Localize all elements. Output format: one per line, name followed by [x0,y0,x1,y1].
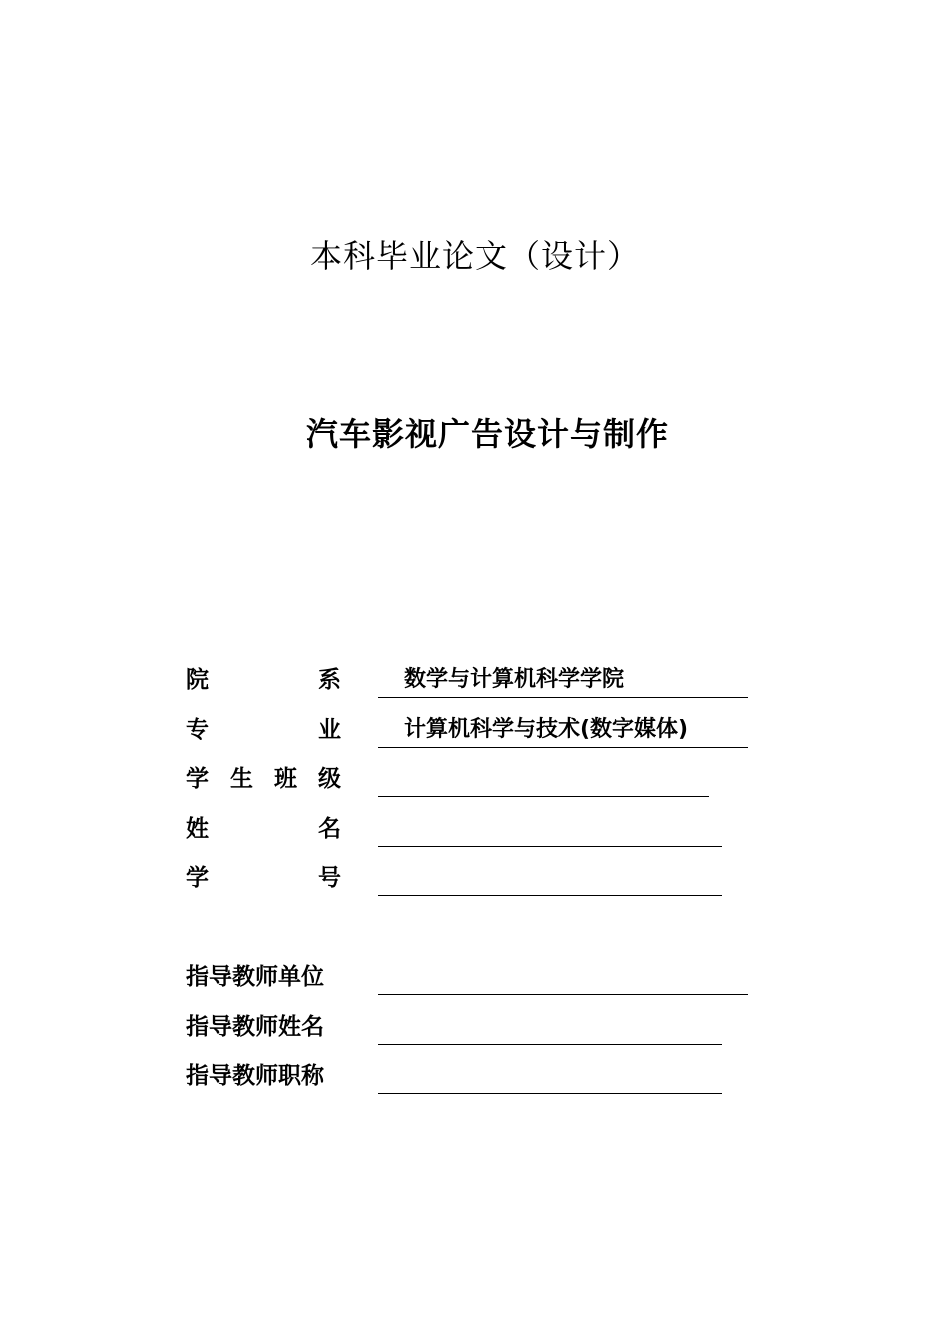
thesis-title: 汽车影视广告设计与制作 [305,415,669,453]
field-label-advisor-name: 指导教师姓名 [186,1014,324,1040]
field-row-class [186,762,786,798]
field-label-advisor-unit: 指导教师单位 [186,964,324,990]
college-field[interactable] [378,663,748,698]
field-label-class: 学 生 班 级 [186,766,341,792]
document-type-heading: 本科毕业论文（设计） [309,237,640,275]
major-value: 计算机科学与技术(数字媒体) [404,717,689,742]
field-label-student-id: 学 号 [186,865,341,891]
field-label-name: 姓 名 [186,816,341,842]
advisor-name-field[interactable] [378,1010,722,1045]
class-field[interactable] [378,762,709,797]
field-row-student-id [186,861,786,897]
advisor-unit-field[interactable] [378,960,748,995]
field-row-advisor-title [186,1059,786,1095]
student-id-field[interactable] [378,861,722,896]
field-label-advisor-title: 指导教师职称 [186,1063,324,1089]
field-row-advisor-unit [186,960,786,996]
major-field[interactable] [378,713,748,748]
field-row-major [186,713,786,749]
field-label-college: 院 系 [186,667,341,693]
name-field[interactable] [378,812,722,847]
field-row-name [186,812,786,848]
advisor-title-field[interactable] [378,1059,722,1094]
field-row-advisor-name [186,1010,786,1046]
college-value: 数学与计算机科学学院 [404,667,625,692]
field-label-major: 专 业 [186,717,341,743]
field-row-college [186,663,786,699]
